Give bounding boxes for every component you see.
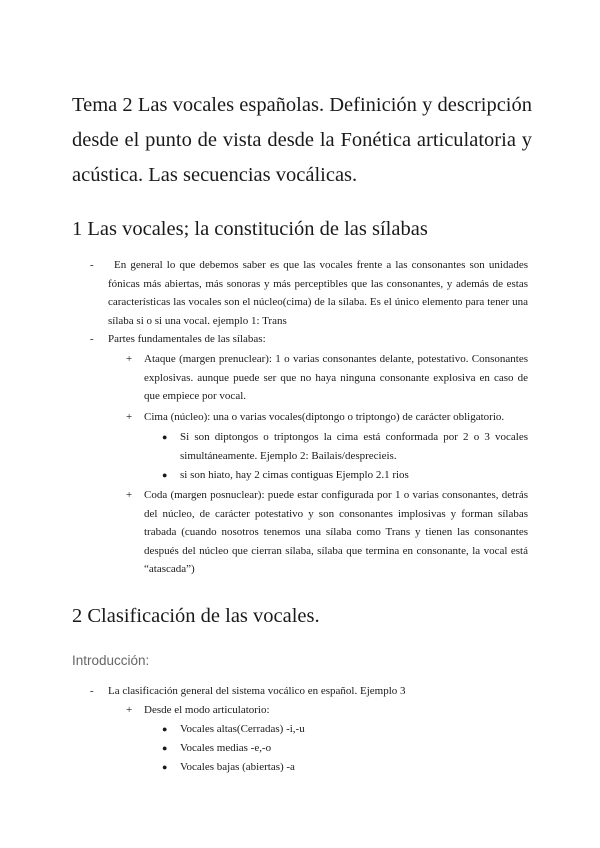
- list-item-modo-articulatorio: Desde el modo articulatorio:: [144, 704, 270, 716]
- bullet-dot-marker: ●: [162, 470, 168, 480]
- section-2-heading: 2 Clasificación de las vocales.: [72, 605, 320, 627]
- bullet-dot-marker: ●: [162, 432, 168, 442]
- list-item-clasificacion: La clasificación general del sistema vocálico en español. Ejemplo 3: [108, 685, 406, 697]
- list-item-cima: Cima (núcleo): una o varias vocales(diptongo o triptongo) de carácter obligatorio.: [144, 411, 505, 423]
- list-item-ataque: Ataque (margen prenuclear): 1 o varias consonantes delante, potestativo. Consonantes explosivas. aunque puede ser que no haya ninguna consonante explosiva en caso de que empiece por vocal.: [144, 353, 528, 402]
- introduccion-label: Introducción:: [72, 653, 150, 668]
- plus-marker: +: [126, 489, 133, 501]
- list-item-vocales-altas: Vocales altas(Cerradas) -i,-u: [180, 723, 305, 735]
- list-item-vocales-medias: Vocales medias -e,-o: [180, 742, 272, 754]
- section-1-heading: 1 Las vocales; la constitución de las sílabas: [72, 218, 428, 240]
- bullet-dot-marker: ●: [162, 724, 168, 734]
- bullet-dot-marker: ●: [162, 762, 168, 772]
- list-item-cima-diptongos: Si son diptongos o triptongos la cima está conformada por 2 o 3 vocales simultáneamente. Ejemplo 2: Bailais/desprecieis.: [180, 431, 528, 462]
- bullet-dot-marker: ●: [162, 743, 168, 753]
- dash-marker: -: [90, 685, 94, 697]
- document-title: Tema 2 Las vocales españolas. Definición y descripción desde el punto de vista desde la Fonética articulatoria y acústica. Las secuencias vocálicas.: [72, 94, 532, 186]
- list-item-partes: Partes fundamentales de las sílabas:: [108, 333, 266, 345]
- dash-marker: -: [90, 333, 94, 345]
- list-item-coda: Coda (margen posnuclear): puede estar configurada por 1 o varias consonantes, detrás del núcleo, de carácter potestativo y son consonantes implosivas y forman sílabas trabada (cuando nosotros tenemos una sílaba como Trans y tienen las consonantes después del núcleo que cierran sílaba, sílaba que termina en consonante, la vocal está “atascada”): [144, 489, 528, 575]
- plus-marker: +: [126, 353, 133, 365]
- list-item-cima-hiato: si son hiato, hay 2 cimas contiguas Ejemplo 2.1 rios: [180, 469, 409, 481]
- dash-marker: -: [90, 259, 94, 271]
- plus-marker: +: [126, 411, 133, 423]
- plus-marker: +: [126, 704, 133, 716]
- list-item-vocales-bajas: Vocales bajas (abiertas) -a: [180, 761, 295, 773]
- list-item-vocales-intro: En general lo que debemos saber es que las vocales frente a las consonantes son unidades fónicas más abiertas, más sonoras y más perceptibles que las consonantes, y además de estas características las vocales son el núcleo(cima) de la sílaba. Es el único elemento para tener una sílaba si o si una vocal. ejemplo 1: Trans: [108, 259, 528, 327]
